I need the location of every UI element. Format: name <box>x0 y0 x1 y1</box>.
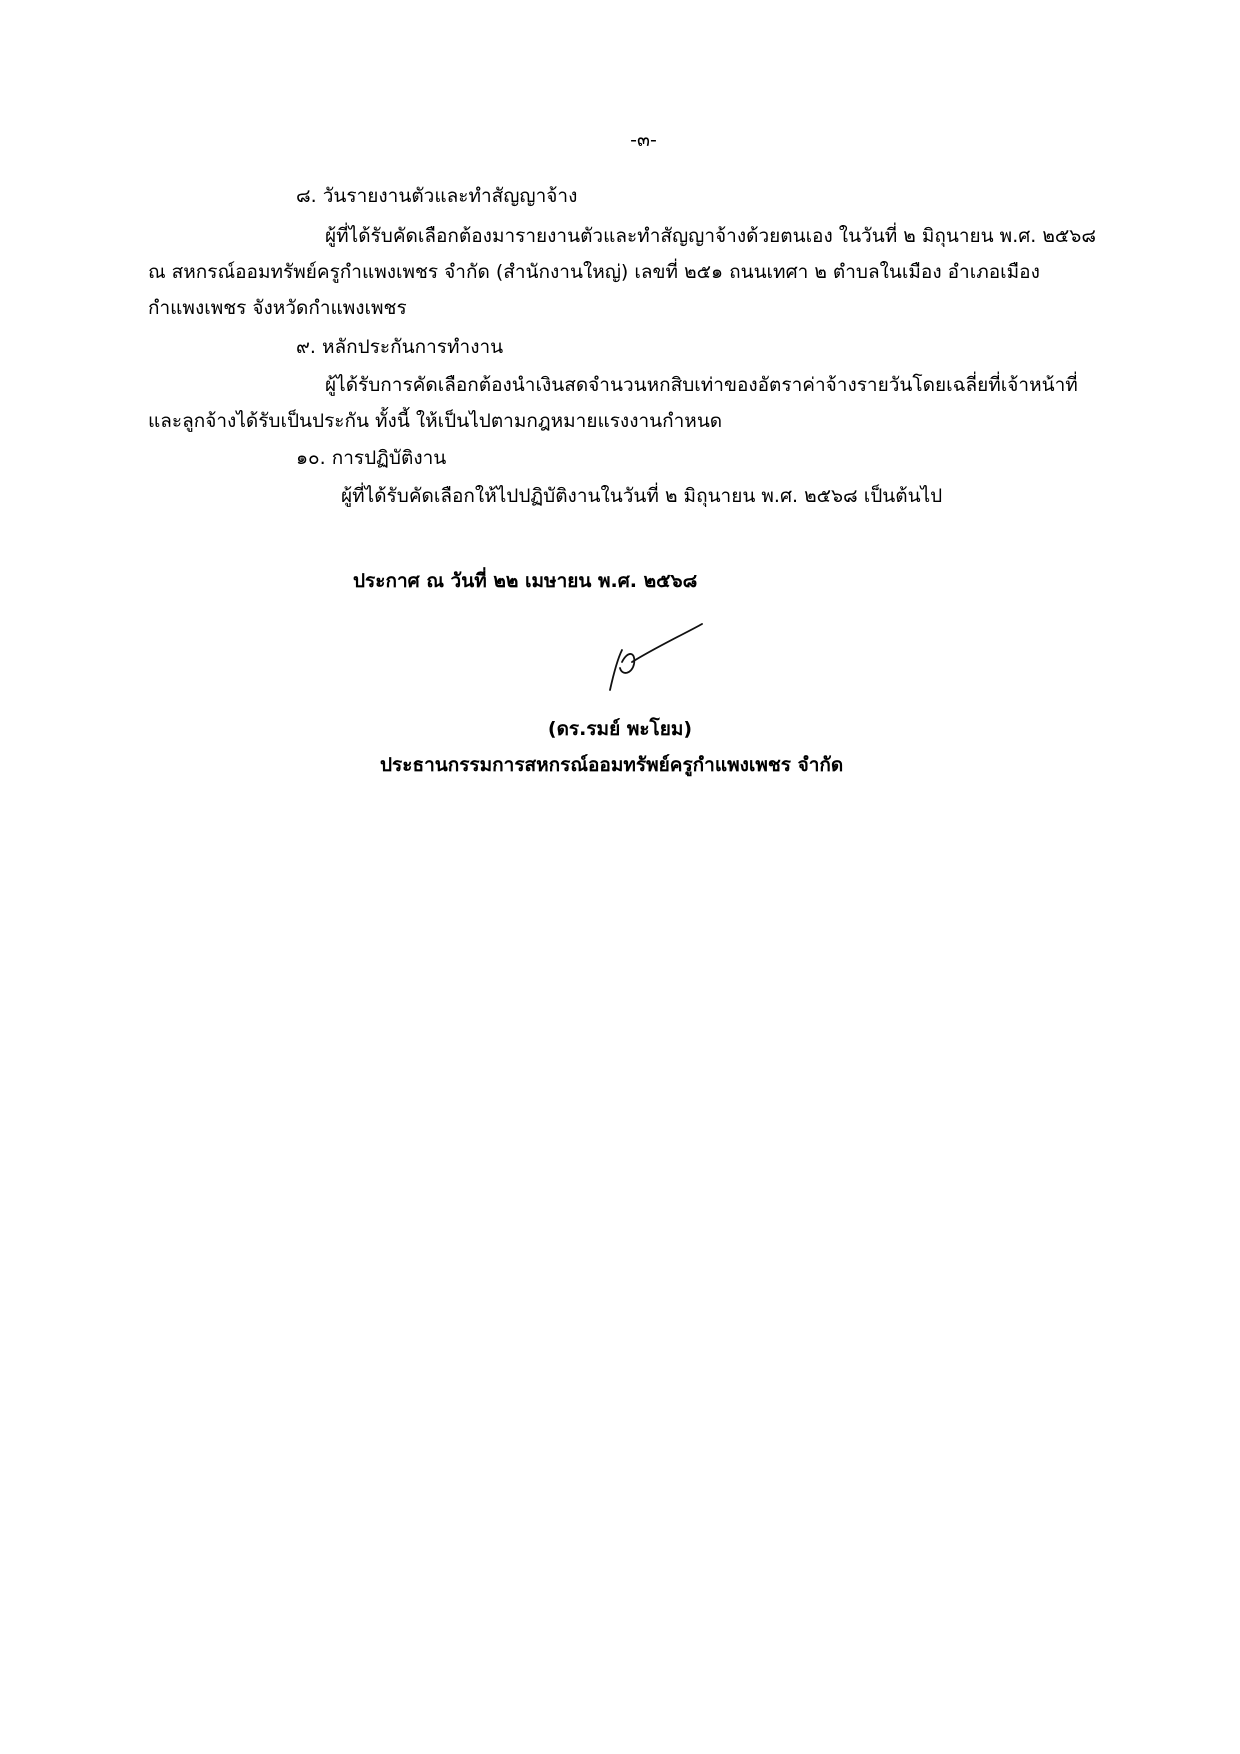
page-number: -๓- <box>630 129 657 151</box>
section-8-line-1: ผู้ที่ได้รับคัดเลือกต้องมารายงานตัวและทำสัญญาจ้างด้วยตนเอง ในวันที่ ๒ มิถุนายน พ.ศ. ๒๕๖๘ <box>325 225 1097 247</box>
signature-image <box>598 622 710 696</box>
section-9-line-1: ผู้ได้รับการคัดเลือกต้องนำเงินสดจำนวนหกสิบเท่าของอัตราค่าจ้างรายวันโดยเฉลี่ยที่เจ้าหน้าที่ <box>325 374 1078 396</box>
section-8-line-2: ณ สหกรณ์ออมทรัพย์ครูกำแพงเพชร จำกัด (สำนักงานใหญ่) เลขที่ ๒๕๑ ถนนเทศา ๒ ตำบลในเมือง อำเภอเมือง <box>148 261 1040 283</box>
section-10-heading: ๑๐. การปฏิบัติงาน <box>296 447 447 469</box>
signatory-name: (ดร.รมย์ พะโยม) <box>547 718 693 740</box>
signatory-position: ประธานกรรมการสหกรณ์ออมทรัพย์ครูกำแพงเพชร จำกัด <box>380 754 844 776</box>
section-9-heading: ๙. หลักประกันการทำงาน <box>296 336 504 358</box>
section-8-line-3: กำแพงเพชร จังหวัดกำแพงเพชร <box>148 297 407 319</box>
announcement-date: ประกาศ ณ วันที่ ๒๒ เมษายน พ.ศ. ๒๕๖๘ <box>353 570 698 592</box>
section-10-line-1: ผู้ที่ได้รับคัดเลือกให้ไปปฏิบัติงานในวันที่ ๒ มิถุนายน พ.ศ. ๒๕๖๘ เป็นต้นไป <box>341 485 943 507</box>
section-8-heading: ๘. วันรายงานตัวและทำสัญญาจ้าง <box>296 185 578 207</box>
section-9-line-2: และลูกจ้างได้รับเป็นประกัน ทั้งนี้ ให้เป็นไปตามกฎหมายแรงงานกำหนด <box>148 410 723 432</box>
